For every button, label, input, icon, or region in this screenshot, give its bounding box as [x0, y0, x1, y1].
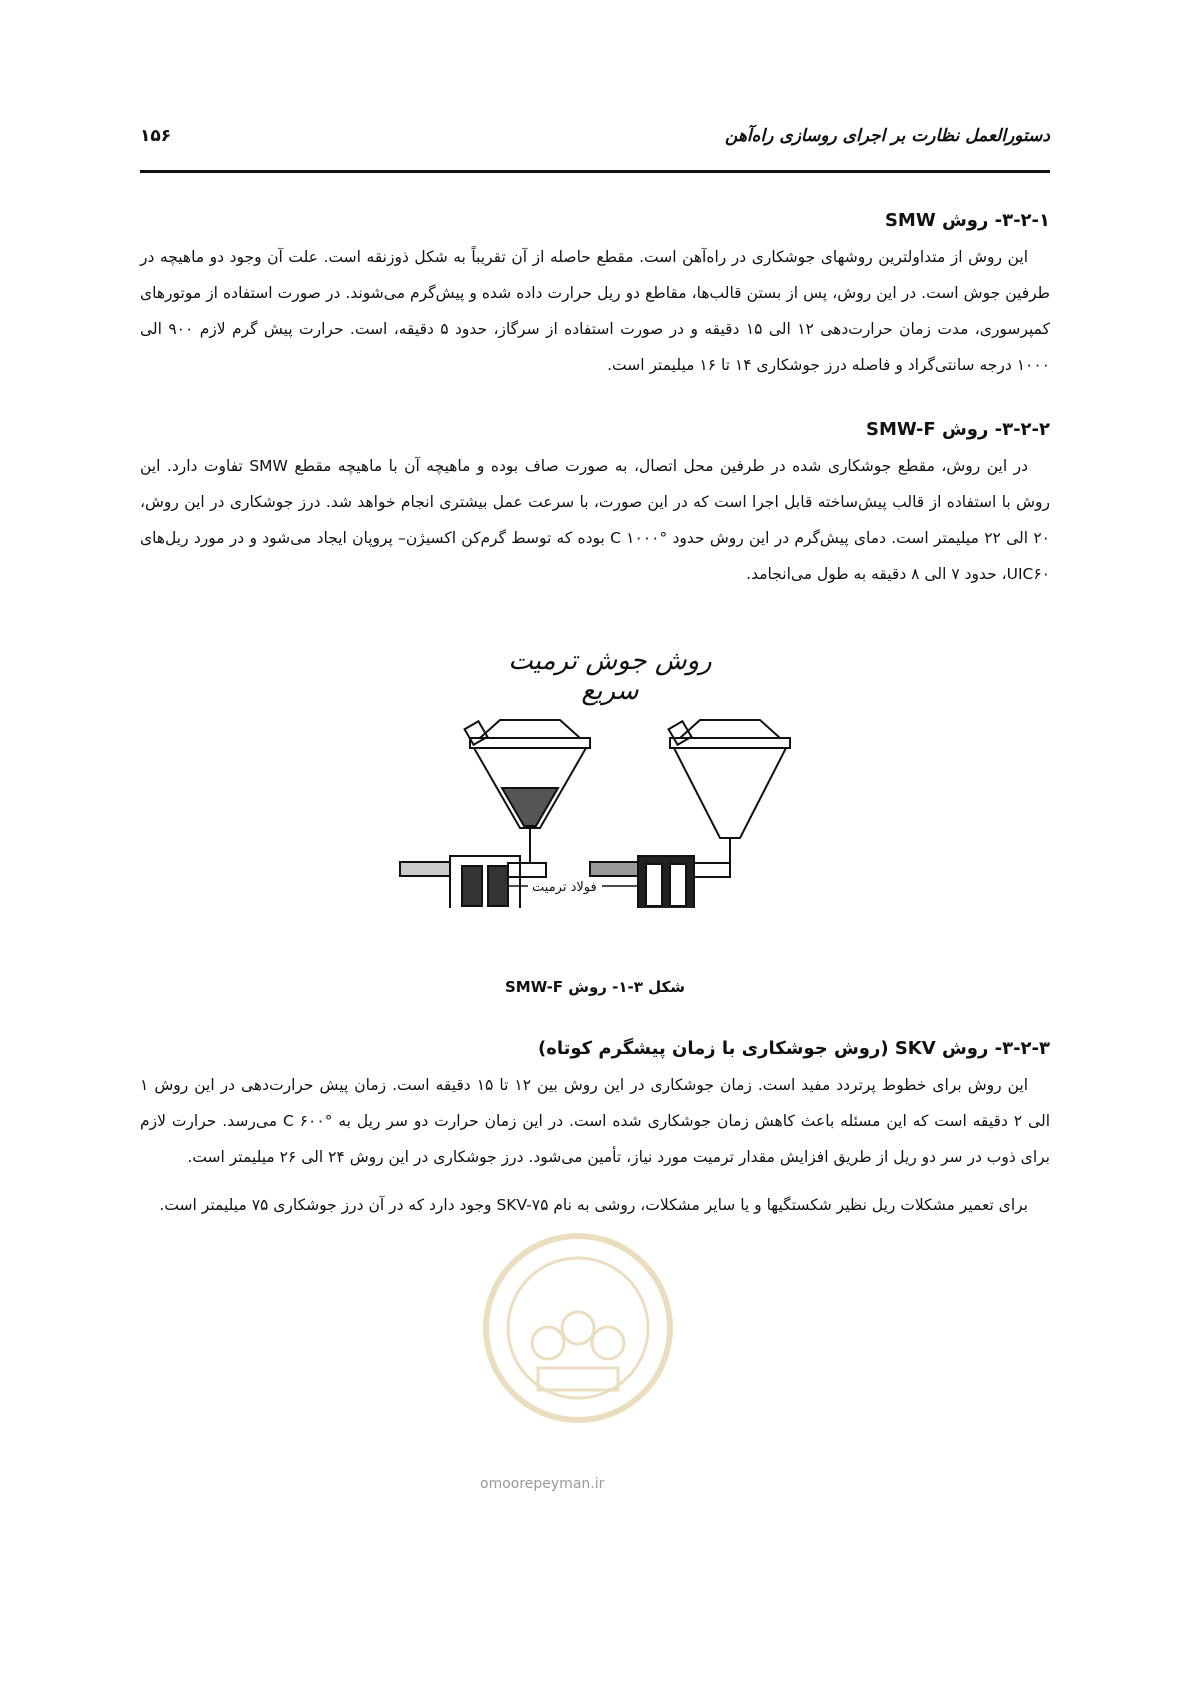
thermite-welding-diagram: [390, 628, 830, 908]
page-content: [140, 210, 1050, 1259]
watermark-url: omoorepeyman.ir: [480, 1476, 605, 1492]
paragraph: این روش برای خطوط پرتردد مفید است. زمان جوشکاری در این روش بین ۱۲ تا ۱۵ دقیقه است. زمان پیش حرارت‌دهی در این روش ۱ الی ۲ دقیقه است که این مسئله باعث کاهش زمان جوشکاری شده است. در این زمان حرارت دو سر ریل به °C ۶۰۰ می‌رسد. حرارت لازم برای ذوب در سر دو ریل از طریق افزایش مقدار ترمیت مورد نیاز، تأمین می‌شود. درز جوشکاری در این روش ۲۴ الی ۲۶ میلیمتر است.: [140, 1076, 1050, 1166]
section-smw: [140, 210, 1050, 383]
section-smw-f: [140, 419, 1050, 592]
header-title: دستورالعمل نظارت بر اجرای روسازی راه‌آهن: [725, 126, 1050, 146]
mold-left: [400, 856, 520, 908]
paragraph: این روش از متداولترین روشهای جوشکاری در راه‌آهن است. مقطع حاصله از آن تقریباً به شکل ذوزنقه است. علت آن وجود دو ماهیچه در طرفین جوش است. در این روش، پس از بستن قالب‌ها، مقاطع دو ریل حرارت داده شده و پیش‌گرم می‌شوند. در صورت استفاده از موتورهای کمپرسوری، مدت زمان حرارت‌دهی ۱۲ الی ۱۵ دقیقه و در صورت استفاده از سرگاز، حدود ۵ دقیقه، است. حرارت پیش گرم لازم ۹۰۰ الی ۱۰۰۰ درجه سانتی‌گراد و فاصله درز جوشکاری ۱۴ تا ۱۶ میلیمتر است.: [140, 248, 1050, 374]
paragraph: در این روش، مقطع جوشکاری شده در طرفین محل اتصال، به صورت صاف بوده و ماهیچه آن با ماهیچه مقطع SMW تفاوت دارد. این روش با استفاده از قالب پیش‌ساخته قابل اجرا است که در این صورت، با سرعت عمل بیشتری انجام خواهد شد. درز جوشکاری در این روش، ۲۰ الی ۲۲ میلیمتر است. دمای پیش‌گرم در این روش حدود °C ۱۰۰۰ بوده که توسط گرم‌کن اکسیژن– پروپان ایجاد می‌شود و در مورد ریل‌های UIC۶۰، حدود ۷ الی ۸ دقیقه به طول می‌انجامد.: [140, 457, 1050, 583]
figure-thermite-welding: [140, 628, 1050, 1018]
section-skv: [140, 1038, 1050, 1223]
figure-title: روش جوش ترمیت سریع: [508, 646, 712, 706]
figure-label: فولاد ترمیت: [532, 880, 597, 895]
page-number: ۱۵۶: [140, 126, 172, 146]
watermark-seal: [478, 1228, 678, 1428]
page-header: [140, 126, 1050, 160]
section-heading: ۳-۲-۱- روش SMW: [884, 210, 1050, 231]
mold-right: [590, 856, 694, 908]
crucible-left: [465, 720, 590, 877]
crucible-right: [669, 720, 790, 877]
figure-caption: شکل ۳-۱- روش SMW-F: [504, 978, 686, 996]
header-rule: [140, 170, 1050, 173]
section-heading: ۳-۲-۲- روش SMW-F: [865, 419, 1050, 440]
paragraph: برای تعمیر مشکلات ریل نظیر شکستگیها و یا سایر مشکلات، روشی به نام SKV-۷۵ وجود دارد که در آن درز جوشکاری ۷۵ میلیمتر است.: [159, 1196, 1028, 1214]
section-heading: ۳-۲-۳- روش SKV (روش جوشکاری با زمان پیشگرم کوتاه): [538, 1038, 1050, 1059]
